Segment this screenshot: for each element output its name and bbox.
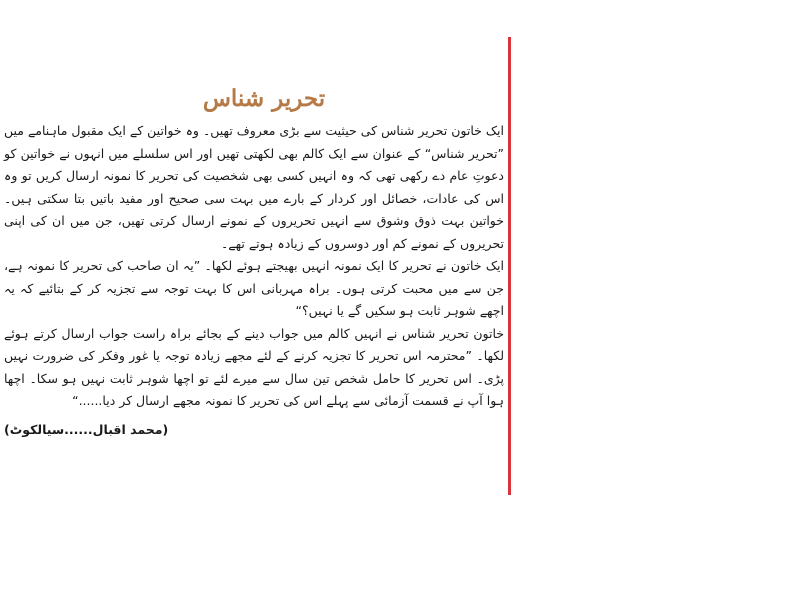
article-title: تحریر شناس	[202, 85, 326, 112]
paragraph-2: ایک خاتون نے تحریر کا ایک نمونہ انہیں بھیجتے ہوئے لکھا۔ ”یہ ان صاحب کی تحریر کا نمونہ ہے، جن سے میں محبت کرتی ہوں۔ براہ مہربانی اس کا بہت توجہ سے تجزیہ کر کے بتائیے کہ یہ اچھے شوہر ثابت ہو سکیں گے یا نہیں؟“	[4, 258, 504, 318]
column-divider-line	[508, 37, 511, 495]
paragraph-1: ایک خاتون تحریر شناس کی حیثیت سے بڑی معروف تھیں۔ وہ خواتین کے ایک مقبول ماہنامے میں ”تحریر شناس“ کے عنوان سے ایک کالم بھی لکھتی تھیں اور اس سلسلے میں انہوں نے خواتین کو دعوتِ عام دے رکھی تھی کہ وہ انہیں کسی بھی شخصیت کی تحریر کا نمونہ ارسال کریں تو وہ اس کی عادات، خصائل اور کردار کے بارے میں بہت سی صحیح اور مفید باتیں بتا سکتی ہیں۔ خواتین بہت ذوق وشوق سے انہیں تحریروں کے نمونے ارسال کرتی تھیں، جن میں ان کی اپنی تحریروں کے نمونے کم اور دوسروں کے زیادہ ہوتے تھے۔	[4, 123, 504, 251]
article	[4, 84, 504, 441]
author-signature: (محمد اقبال......سیالکوٹ)	[4, 421, 169, 437]
paragraph-3: خاتون تحریر شناس نے انہیں کالم میں جواب دینے کے بجائے براہ راست جواب ارسال کرتے ہوئے لکھا۔ ”محترمہ اس تحریر کا تجزیہ کرنے کے لئے مجھے زیادہ توجہ یا غور وفکر کی ضرورت نہیں پڑی۔ اس تحریر کا حامل شخص تین سال سے میرے لئے تو اچھا شوہر ثابت نہیں ہو سکا۔ اچھا ہوا آپ نے قسمت آزمائی سے پہلے اس کی تحریر کا نمونہ مجھے ارسال کر دیا......“	[4, 325, 504, 408]
